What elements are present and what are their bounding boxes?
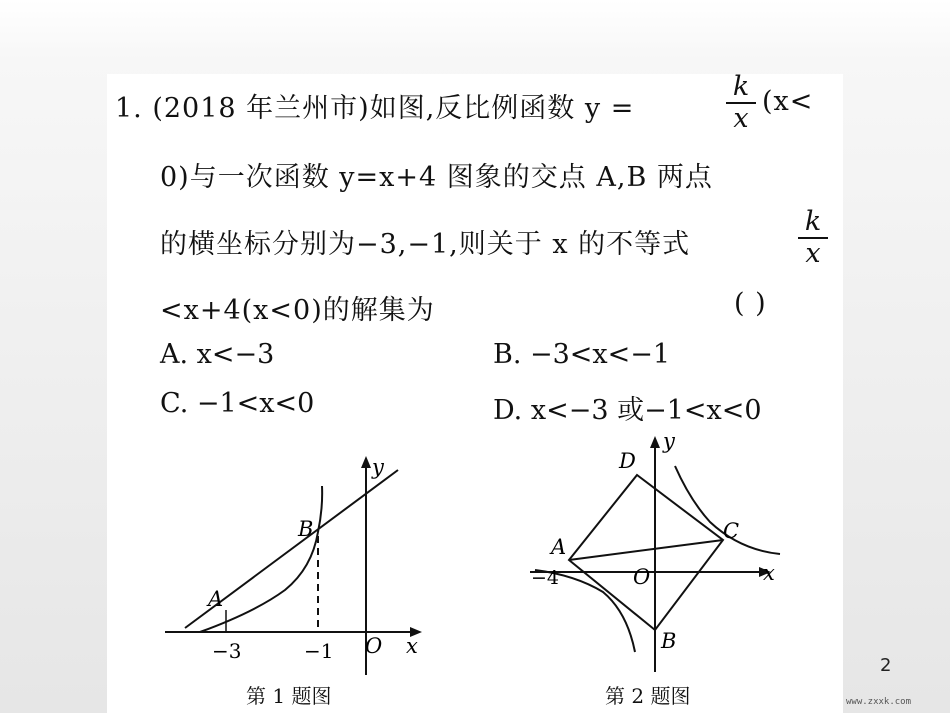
diagonal-ac bbox=[569, 540, 723, 560]
fraction-denominator: x bbox=[733, 103, 749, 134]
watermark: www.zxxk.com bbox=[846, 697, 912, 707]
label-b: B bbox=[298, 517, 314, 541]
option-b: B. −3<x<−1 bbox=[493, 339, 671, 370]
tick-label-m4: −4 bbox=[531, 567, 560, 589]
figure-2 bbox=[525, 430, 795, 675]
tick-label-m3: −3 bbox=[212, 639, 242, 663]
fraction-numerator: k bbox=[732, 71, 750, 102]
fraction-k-over-x bbox=[724, 72, 758, 134]
label-y: y bbox=[663, 430, 675, 453]
figure-1-caption: 第 1 题图 bbox=[246, 684, 332, 708]
label-y: y bbox=[372, 455, 384, 479]
page-number: 2 bbox=[880, 655, 892, 676]
label-d: D bbox=[619, 449, 636, 473]
question-line-3: 的横坐标分别为−3,−1,则关于 x 的不等式 bbox=[160, 229, 691, 260]
label-a: A bbox=[208, 587, 224, 611]
label-a: A bbox=[551, 535, 567, 559]
label-x: x bbox=[406, 634, 418, 658]
fraction-k-over-x-2 bbox=[796, 207, 830, 269]
figure-2-caption: 第 2 题图 bbox=[605, 684, 691, 708]
label-o: O bbox=[633, 565, 651, 589]
question-line-2: 0)与一次函数 y=x+4 图象的交点 A,B 两点 bbox=[160, 162, 713, 193]
question-line-1: 1. (2018 年兰州市)如图,反比例函数 y = bbox=[115, 93, 635, 124]
label-c: C bbox=[723, 519, 740, 543]
question-line-1-tail: (x< bbox=[762, 86, 814, 117]
option-d: D. x<−3 或−1<x<0 bbox=[493, 395, 762, 426]
option-a: A. x<−3 bbox=[160, 339, 275, 370]
answer-parentheses: ( ) bbox=[734, 288, 767, 319]
label-b: B bbox=[661, 629, 677, 653]
quadrilateral-abcd bbox=[569, 475, 723, 630]
label-x: x bbox=[763, 561, 775, 585]
label-o: O bbox=[365, 634, 383, 658]
y-axis-arrow bbox=[650, 436, 660, 448]
option-c: C. −1<x<0 bbox=[160, 388, 315, 419]
y-axis-arrow bbox=[361, 456, 371, 468]
figure-1 bbox=[160, 450, 440, 680]
fraction-denominator: x bbox=[805, 238, 821, 269]
question-line-4: <x+4(x<0)的解集为 bbox=[160, 295, 435, 326]
tick-label-m1: −1 bbox=[304, 639, 334, 663]
fraction-numerator: k bbox=[804, 206, 822, 237]
